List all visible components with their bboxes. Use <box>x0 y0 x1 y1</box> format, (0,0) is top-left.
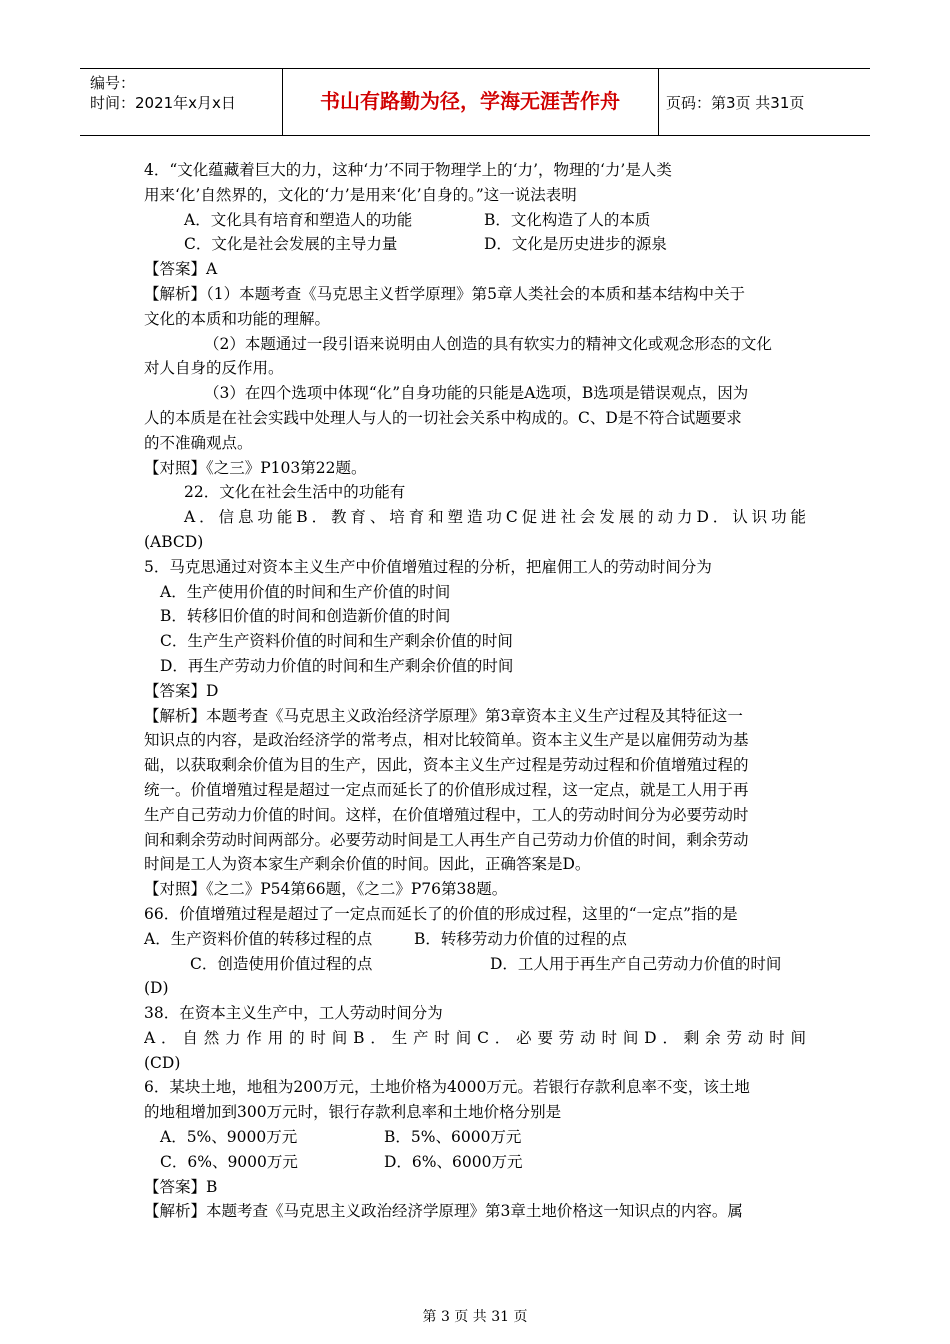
question-text: 6．某块土地，地租为200万元，土地价格为4000万元。若银行存款利息率不变，该土地 <box>144 1078 750 1097</box>
analysis-text: 间和剩余劳动时间两部分。必要劳动时间是工人再生产自己劳动力价值的时间，剩余劳动 <box>144 830 749 849</box>
analysis-text: 【解析】本题考查《马克思主义政治经济学原理》第3章土地价格这一知识点的内容。属 <box>144 1202 743 1221</box>
question-text: 66．价值增殖过程是超过了一定点而延长了的价值的形成过程，这里的“一定点”指的是 <box>144 904 738 923</box>
option-line: A．信息功能B．教育、培育和塑造功C促进社会发展的动力D．认识功能 <box>184 508 806 527</box>
analysis-text: 文化的本质和功能的理解。 <box>144 309 331 328</box>
option-d: D．6%、6000万元 <box>384 1152 523 1171</box>
question-text: 4．“文化蕴藏着巨大的力，这种‘力’不同于物理学上的‘力’，物理的‘力’是人类 <box>144 161 672 179</box>
analysis-text: 统一。价值增殖过程是超过一定点而延长了的价值形成过程，这一定点，就是工人用于再 <box>144 780 749 799</box>
option-a: A．文化具有培育和塑造人的功能 <box>184 210 413 229</box>
number-label: 编号： <box>90 74 136 92</box>
header-motto: 书山有路勤为径，学海无涯苦作舟 <box>320 89 620 113</box>
option-c: C．创造使用价值过程的点 <box>190 954 373 973</box>
date-label: 时间：2021年x月x日 <box>90 94 236 112</box>
reference: 【对照】《之三》P103第22题。 <box>144 458 367 477</box>
option-d: D．再生产劳动力价值的时间和生产剩余价值的时间 <box>160 656 514 675</box>
option-c: C．文化是社会发展的主导力量 <box>184 235 398 254</box>
option-row <box>144 1125 806 1150</box>
reference: 【对照】《之二》P54第66题，《之二》P76第38题。 <box>144 880 508 899</box>
analysis-text: 时间是工人为资本家生产剩余价值的时间。因此，正确答案是D。 <box>144 855 591 874</box>
option-c: C．6%、9000万元 <box>160 1152 298 1171</box>
option-line: A．自然力作用的时间B．生产时间C．必要劳动时间D．剩余劳动时间 <box>144 1028 806 1047</box>
answer: (ABCD) <box>144 532 204 551</box>
question-text: 的地租增加到300万元时，银行存款利息率和土地价格分别是 <box>144 1103 562 1122</box>
option-a: A．生产使用价值的时间和生产价值的时间 <box>160 582 451 601</box>
option-b: B．5%、6000万元 <box>384 1128 522 1147</box>
analysis-text: 【解析】本题考查《马克思主义政治经济学原理》第3章资本主义生产过程及其特征这一 <box>144 706 743 725</box>
analysis-text: （3）在四个选项中体现“化”自身功能的只能是A选项，B选项是错误观点，因为 <box>204 384 749 403</box>
question-text: 22．文化在社会生活中的功能有 <box>184 483 406 502</box>
question-text: 5．马克思通过对资本主义生产中价值增殖过程的分析，把雇佣工人的劳动时间分为 <box>144 557 712 576</box>
analysis-text: 对人自身的反作用。 <box>144 359 284 378</box>
analysis-text: 础，以获取剩余价值为目的生产，因此，资本主义生产过程是劳动过程和价值增殖过程的 <box>144 756 749 775</box>
answer: (D) <box>144 979 169 998</box>
question-text: 38．在资本主义生产中，工人劳动时间分为 <box>144 1004 443 1023</box>
analysis-text: 人的本质是在社会实践中处理人与人的一切社会关系中构成的。C、D是不符合试题要求 <box>144 408 742 427</box>
option-row <box>144 952 806 977</box>
option-d: D．工人用于再生产自己劳动力价值的时间 <box>490 954 782 973</box>
option-d: D．文化是历史进步的源泉 <box>484 235 667 254</box>
answer: 【答案】B <box>144 1177 218 1196</box>
header-divider <box>658 69 659 135</box>
option-row <box>144 927 806 952</box>
page-header <box>80 68 870 136</box>
option-b: B．转移旧价值的时间和创造新价值的时间 <box>160 607 451 626</box>
header-divider <box>282 69 283 135</box>
answer: (CD) <box>144 1053 181 1072</box>
option-row <box>144 232 806 257</box>
analysis-text: 生产自己劳动力价值的时间。这样，在价值增殖过程中，工人的劳动时间分为必要劳动时 <box>144 805 749 824</box>
analysis-text: 知识点的内容，是政治经济学的常考点，相对比较简单。资本主义生产是以雇佣劳动为基 <box>144 731 749 750</box>
answer: 【答案】D <box>144 681 219 700</box>
answer: 【答案】A <box>144 260 218 279</box>
option-a: A．生产资料价值的转移过程的点 <box>144 929 373 948</box>
question-text: 用来‘化’自然界的，文化的‘力’是用来‘化’自身的。”这一说法表明 <box>144 185 577 204</box>
option-row <box>144 208 806 233</box>
option-b: B．文化构造了人的本质 <box>484 210 651 229</box>
analysis-text: （2）本题通过一段引语来说明由人创造的具有软实力的精神文化或观念形态的文化 <box>204 334 772 353</box>
option-row <box>144 1150 806 1175</box>
page-footer: 第 3 页 共 31 页 <box>422 1309 528 1325</box>
document-body <box>144 158 806 1224</box>
header-page-number: 页码：第3页 共31页 <box>666 94 805 112</box>
option-a: A．5%、9000万元 <box>160 1128 298 1147</box>
analysis-text: 的不准确观点。 <box>144 433 253 452</box>
analysis-text: 【解析】（1）本题考查《马克思主义哲学原理》第5章人类社会的本质和基本结构中关于 <box>144 284 745 303</box>
option-c: C．生产生产资料价值的时间和生产剩余价值的时间 <box>160 632 513 651</box>
option-b: B．转移劳动力价值的过程的点 <box>414 929 627 948</box>
header-meta <box>90 73 236 113</box>
